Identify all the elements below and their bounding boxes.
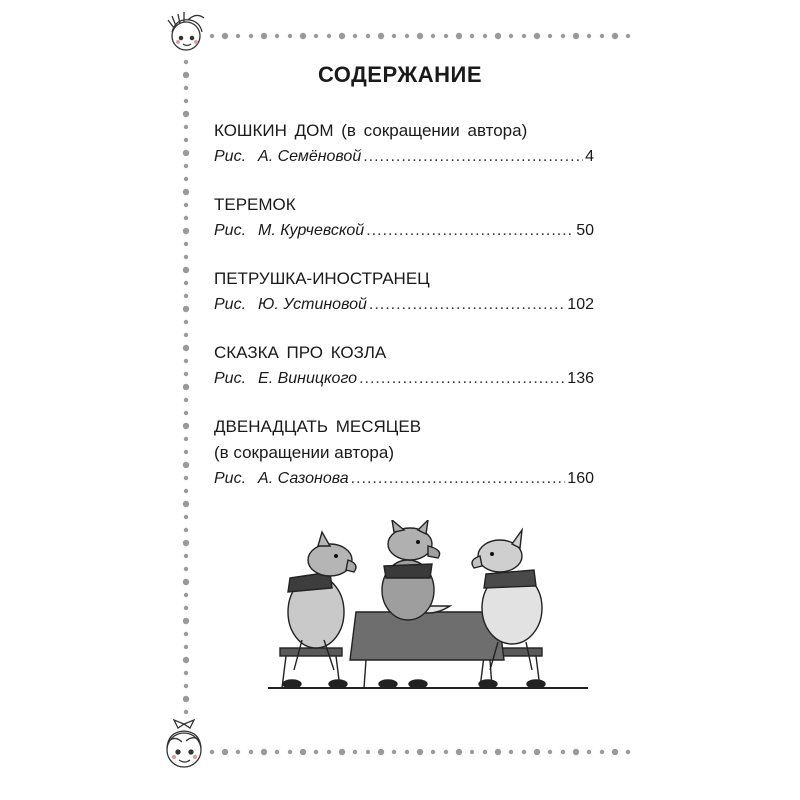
border-dot <box>184 242 188 246</box>
border-dot <box>456 33 462 39</box>
toc-entry-line <box>214 292 594 318</box>
border-dot <box>509 750 513 754</box>
border-dot <box>378 749 384 755</box>
toc-entry <box>214 340 594 392</box>
border-dot <box>261 749 267 755</box>
border-dot <box>470 750 474 754</box>
dot-leader <box>369 292 565 318</box>
page-number: 4 <box>585 148 594 165</box>
border-dot <box>184 437 188 441</box>
border-dot <box>183 696 189 702</box>
border-dot <box>612 33 618 39</box>
toc-entry <box>214 118 594 170</box>
page-title: СОДЕРЖАНИЕ <box>317 62 483 87</box>
illustrator-name: Е. Виницкого <box>258 370 358 387</box>
border-dot <box>300 33 306 39</box>
dot-leader <box>366 218 574 244</box>
border-dot <box>184 710 188 714</box>
border-dot <box>548 750 552 754</box>
border-dot <box>183 657 189 663</box>
border-dot <box>573 749 579 755</box>
border-dot <box>261 33 267 39</box>
toc-entry <box>214 414 594 492</box>
border-dot <box>184 203 188 207</box>
border-dot <box>548 34 552 38</box>
border-dot <box>210 34 214 38</box>
border-dot <box>612 749 618 755</box>
border-dot <box>222 749 228 755</box>
border-dot <box>184 476 188 480</box>
border-dot <box>534 33 540 39</box>
border-dot <box>183 111 189 117</box>
border-dot <box>184 645 188 649</box>
border-dot <box>366 750 370 754</box>
border-dot <box>184 359 188 363</box>
page-number: 136 <box>567 370 594 387</box>
border-dot <box>183 579 189 585</box>
border-dot <box>392 34 396 38</box>
border-dot <box>183 462 189 468</box>
border-dot <box>483 750 487 754</box>
border-dot <box>249 750 253 754</box>
border-dot <box>626 34 630 38</box>
border-dot <box>183 618 189 624</box>
border-dot <box>184 593 188 597</box>
border-dot <box>184 450 188 454</box>
illustrator-name: А. Семёновой <box>258 148 362 165</box>
three-piglets-at-table-illustration <box>268 520 588 695</box>
border-dot <box>183 189 189 195</box>
border-dot <box>417 33 423 39</box>
border-dot <box>184 411 188 415</box>
border-dot <box>561 750 565 754</box>
border-dot <box>353 750 357 754</box>
border-dot <box>444 750 448 754</box>
border-dot <box>327 34 331 38</box>
border-dot <box>183 150 189 156</box>
border-dot <box>392 750 396 754</box>
toc-entry-line <box>214 144 594 170</box>
toc-entry <box>214 266 594 318</box>
dot-leader <box>359 366 565 392</box>
border-dot <box>275 750 279 754</box>
border-dot <box>327 750 331 754</box>
girl-face-icon <box>168 12 204 50</box>
toc-entry-line <box>214 466 594 492</box>
illustrator-name: А. Сазонова <box>258 470 349 487</box>
border-dot <box>222 33 228 39</box>
toc-entry-line <box>214 218 594 244</box>
border-dot <box>275 34 279 38</box>
border-dot <box>236 750 240 754</box>
toc-entry-title: СКАЗКА ПРО КОЗЛА <box>214 343 387 362</box>
border-dot <box>249 34 253 38</box>
border-dot <box>444 34 448 38</box>
border-dot <box>561 34 565 38</box>
border-dot <box>600 34 604 38</box>
border-dot <box>600 750 604 754</box>
border-dot <box>184 294 188 298</box>
border-dot <box>417 749 423 755</box>
dot-leader <box>363 144 583 170</box>
border-dot <box>456 749 462 755</box>
border-dot <box>300 749 306 755</box>
border-dot <box>184 138 188 142</box>
illustrator-prefix: Рис. <box>214 222 247 239</box>
illustrator-name: М. Курчевской <box>258 222 365 239</box>
border-dot <box>183 228 189 234</box>
border-dot <box>314 34 318 38</box>
border-dot <box>236 34 240 38</box>
illustrator-name: Ю. Устиновой <box>258 296 367 313</box>
border-dot <box>183 540 189 546</box>
border-dot <box>184 489 188 493</box>
border-dot <box>573 33 579 39</box>
border-dot <box>288 750 292 754</box>
toc-entry <box>214 192 594 244</box>
page-number: 160 <box>567 470 594 487</box>
border-dot <box>405 34 409 38</box>
border-dot <box>587 750 591 754</box>
table-of-contents <box>214 118 594 514</box>
border-dot <box>184 281 188 285</box>
border-dot <box>339 33 345 39</box>
border-dot <box>522 750 526 754</box>
border-dot <box>184 567 188 571</box>
border-dot <box>184 528 188 532</box>
toc-entry-title: ПЕТРУШКА-ИНОСТРАНЕЦ <box>214 269 430 288</box>
border-dot <box>353 34 357 38</box>
border-dot <box>339 749 345 755</box>
border-dot <box>184 177 188 181</box>
illustrator-prefix: Рис. <box>214 148 247 165</box>
border-dot <box>184 372 188 376</box>
border-dot <box>184 632 188 636</box>
border-dot <box>184 164 188 168</box>
border-dot <box>470 34 474 38</box>
illustrator-prefix: Рис. <box>214 470 247 487</box>
page-number: 102 <box>567 296 594 313</box>
border-dot <box>184 554 188 558</box>
border-dot <box>495 33 501 39</box>
border-dot <box>184 606 188 610</box>
border-dot <box>183 306 189 312</box>
border-dot <box>184 216 188 220</box>
border-dot <box>183 501 189 507</box>
page-number: 50 <box>576 222 594 239</box>
girl-face-icon <box>167 720 201 767</box>
border-dot <box>626 750 630 754</box>
border-dot <box>184 515 188 519</box>
illustrator-prefix: Рис. <box>214 296 247 313</box>
border-dot <box>288 34 292 38</box>
border-dot <box>405 750 409 754</box>
border-dot <box>483 34 487 38</box>
border-dot <box>184 125 188 129</box>
border-dot <box>184 333 188 337</box>
toc-entry-title: ТЕРЕМОК <box>214 195 296 214</box>
border-dot <box>184 684 188 688</box>
illustrator-prefix: Рис. <box>214 370 247 387</box>
border-dot <box>184 671 188 675</box>
border-dot <box>509 34 513 38</box>
border-dot <box>366 34 370 38</box>
border-dot <box>495 749 501 755</box>
toc-entry-subtitle: (в сокращении автора) <box>214 443 394 462</box>
border-dot <box>184 99 188 103</box>
border-dot <box>210 750 214 754</box>
border-dot <box>314 750 318 754</box>
toc-entry-line <box>214 366 594 392</box>
border-dot <box>183 384 189 390</box>
border-dot <box>183 423 189 429</box>
border-dot <box>522 34 526 38</box>
border-dot <box>184 320 188 324</box>
toc-entry-title: КОШКИН ДОМ (в сокращении автора) <box>214 121 528 140</box>
border-dot <box>378 33 384 39</box>
border-dot <box>183 267 189 273</box>
border-dot <box>431 750 435 754</box>
border-dot <box>534 749 540 755</box>
border-dot <box>184 255 188 259</box>
border-dot <box>431 34 435 38</box>
border-dot <box>183 345 189 351</box>
border-dot <box>587 34 591 38</box>
border-dot <box>184 398 188 402</box>
toc-entry-title: ДВЕНАДЦАТЬ МЕСЯЦЕВ <box>214 417 422 436</box>
dot-leader <box>351 466 566 492</box>
